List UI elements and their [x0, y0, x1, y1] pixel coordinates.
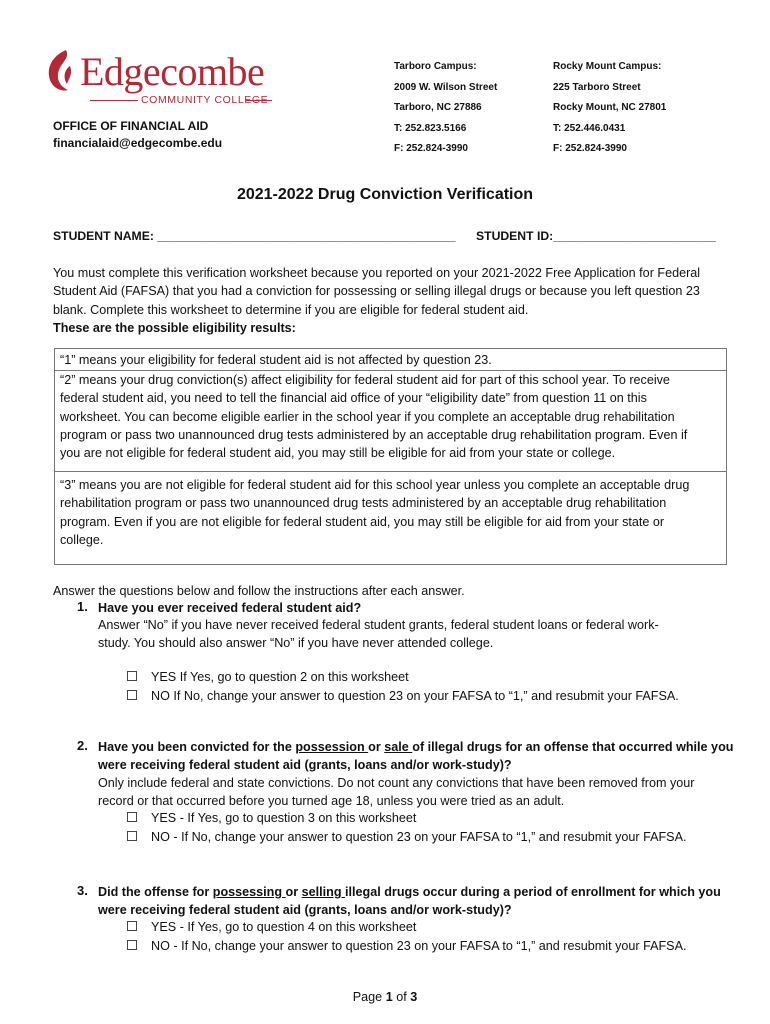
rocky-heading: Rocky Mount Campus:: [553, 61, 662, 72]
office-email: financialaid@edgecombe.edu: [53, 136, 223, 150]
q2-option-yes[interactable]: [127, 809, 416, 827]
result-3-line: rehabilitation program or pass two unannounced drug tests administered by an acceptable drug rehabilitation: [60, 496, 667, 511]
rocky-fax: F: 252.824-3990: [553, 143, 627, 155]
q3-yes-checkbox[interactable]: [127, 921, 137, 931]
q1-note: [98, 616, 659, 653]
result-2-line: federal student aid, you need to tell the financial aid office of your “eligibility date” from question 11 on this: [60, 391, 647, 406]
tarboro-fax: F: 252.824-3990: [394, 143, 468, 155]
tarboro-city: Tarboro, NC 27886: [394, 102, 482, 114]
intro-line: blank. Complete this worksheet to determine if you are eligible for federal student aid.: [53, 302, 529, 317]
q1-yes-label: YES If Yes, go to question 2 on this worksheet: [151, 670, 409, 684]
q3-yes-label: YES - If Yes, go to question 4 on this worksheet: [151, 920, 417, 934]
q2-note-line: record or that occurred before you turned age 18, unless you were tried as an adult.: [98, 794, 565, 809]
rocky-city: Rocky Mount, NC 27801: [553, 102, 667, 114]
q3-line-2: were receiving federal student aid (grants, loans and/or work-study)?: [98, 903, 512, 918]
q2-yes-label: YES - If Yes, go to question 3 on this worksheet: [151, 811, 417, 825]
student-name-field[interactable]: STUDENT NAME: ____________________________________________: [53, 229, 456, 243]
office-block: [53, 118, 222, 152]
tarboro-campus: [394, 57, 497, 160]
results-heading: These are the possible eligibility results:: [53, 320, 296, 335]
q1-option-yes[interactable]: [127, 668, 409, 686]
logo-wordmark: Edgecombe: [80, 49, 265, 94]
q3-text: [98, 883, 721, 920]
intro-paragraph: [53, 264, 700, 337]
q1-text: Have you ever received federal student aid?: [98, 601, 362, 615]
q2-yes-checkbox[interactable]: [127, 812, 137, 822]
result-3: [60, 476, 689, 549]
rocky-mount-campus: [553, 57, 666, 160]
q1-note-line: Answer “No” if you have never received federal student grants, federal student loans or federal work-: [98, 618, 659, 632]
q2-line-2: were receiving federal student aid (grants, loans and/or work-study)?: [98, 758, 512, 773]
q1-option-no[interactable]: [127, 687, 679, 705]
result-2: [60, 371, 687, 462]
q3-option-no[interactable]: [127, 937, 687, 955]
logo-subtitle: COMMUNITY COLLEGE: [141, 94, 269, 106]
q1-no-checkbox[interactable]: [127, 690, 137, 700]
result-2-line: program or pass two unannounced drug tests administered by an acceptable drug rehabilitation program. Even if: [60, 427, 688, 442]
page-number: Page 1 of 3: [352, 990, 418, 1004]
intro-line: Student Aid (FAFSA) that you had a conviction for possessing or selling illegal drugs or because you left question 23: [53, 284, 700, 299]
result-3-line: “3” means you are not eligible for federal student aid for this school year unless you complete an acceptable drug: [60, 478, 690, 492]
q1-note-line: study. You should also answer “No” if you have never attended college.: [98, 636, 494, 651]
q3-no-label: NO - If No, change your answer to question 23 on your FAFSA to “1,” and resubmit your FAFSA.: [151, 939, 687, 953]
page-title: 2021-2022 Drug Conviction Verification: [236, 186, 534, 203]
result-2-line: you are not eligible for federal student aid, you may still be eligible for aid from your state or college.: [60, 446, 616, 461]
result-3-line: program. Even if you are not eligible for federal student aid, you may still be eligible for aid from your state or: [60, 514, 665, 529]
rocky-street: 225 Tarboro Street: [553, 81, 641, 93]
q3-line-1: Did the offense for possessing or selling illegal drugs occur during a period of enrollment for which you: [98, 885, 721, 899]
q2-option-no[interactable]: [127, 828, 687, 846]
flame-icon: [44, 48, 76, 94]
result-3-line: college.: [60, 532, 104, 547]
q2-number: 2.: [77, 738, 88, 753]
result-2-line: “2” means your drug conviction(s) affect eligibility for federal student aid for part of this school year. To receive: [60, 373, 670, 387]
results-divider-2: [54, 471, 726, 472]
instructions: Answer the questions below and follow the instructions after each answer.: [53, 584, 465, 598]
q1-yes-checkbox[interactable]: [127, 671, 137, 681]
q3-number: 3.: [77, 883, 88, 898]
q2-no-label: NO - If No, change your answer to question 23 on your FAFSA to “1,” and resubmit your FAFSA.: [151, 830, 687, 844]
intro-line: You must complete this verification worksheet because you reported on your 2021-2022 Free Application for Federal: [53, 266, 701, 280]
q2-no-checkbox[interactable]: [127, 831, 137, 841]
result-2-line: worksheet. You can become eligible earlier in the school year if you complete an acceptable drug rehabilitation: [60, 409, 675, 424]
logo-rule: [90, 100, 138, 101]
logo-rule-right: [246, 100, 272, 101]
rocky-phone: T: 252.446.0431: [553, 122, 626, 134]
q3-no-checkbox[interactable]: [127, 940, 137, 950]
result-1: “1” means your eligibility for federal student aid is not affected by question 23.: [60, 353, 492, 367]
tarboro-phone: T: 252.823.5166: [394, 122, 467, 134]
student-id-field[interactable]: STUDENT ID:________________________: [476, 229, 716, 243]
q2-line-1: Have you been convicted for the possession or sale of illegal drugs for an offense that occurred while you: [98, 740, 734, 754]
q2-text: [98, 738, 733, 775]
q3-option-yes[interactable]: [127, 918, 416, 936]
q2-note: [98, 774, 694, 811]
tarboro-street: 2009 W. Wilson Street: [394, 81, 498, 93]
q1-no-label: NO If No, change your answer to question 23 on your FAFSA to “1,” and resubmit your FAFSA.: [151, 689, 679, 703]
office-name: OFFICE OF FINANCIAL AID: [53, 119, 209, 133]
q2-note-line: Only include federal and state convictions. Do not count any convictions that have been removed from your: [98, 776, 695, 790]
tarboro-heading: Tarboro Campus:: [394, 61, 477, 72]
q1-number: 1.: [77, 599, 88, 614]
college-logo: [44, 44, 284, 110]
